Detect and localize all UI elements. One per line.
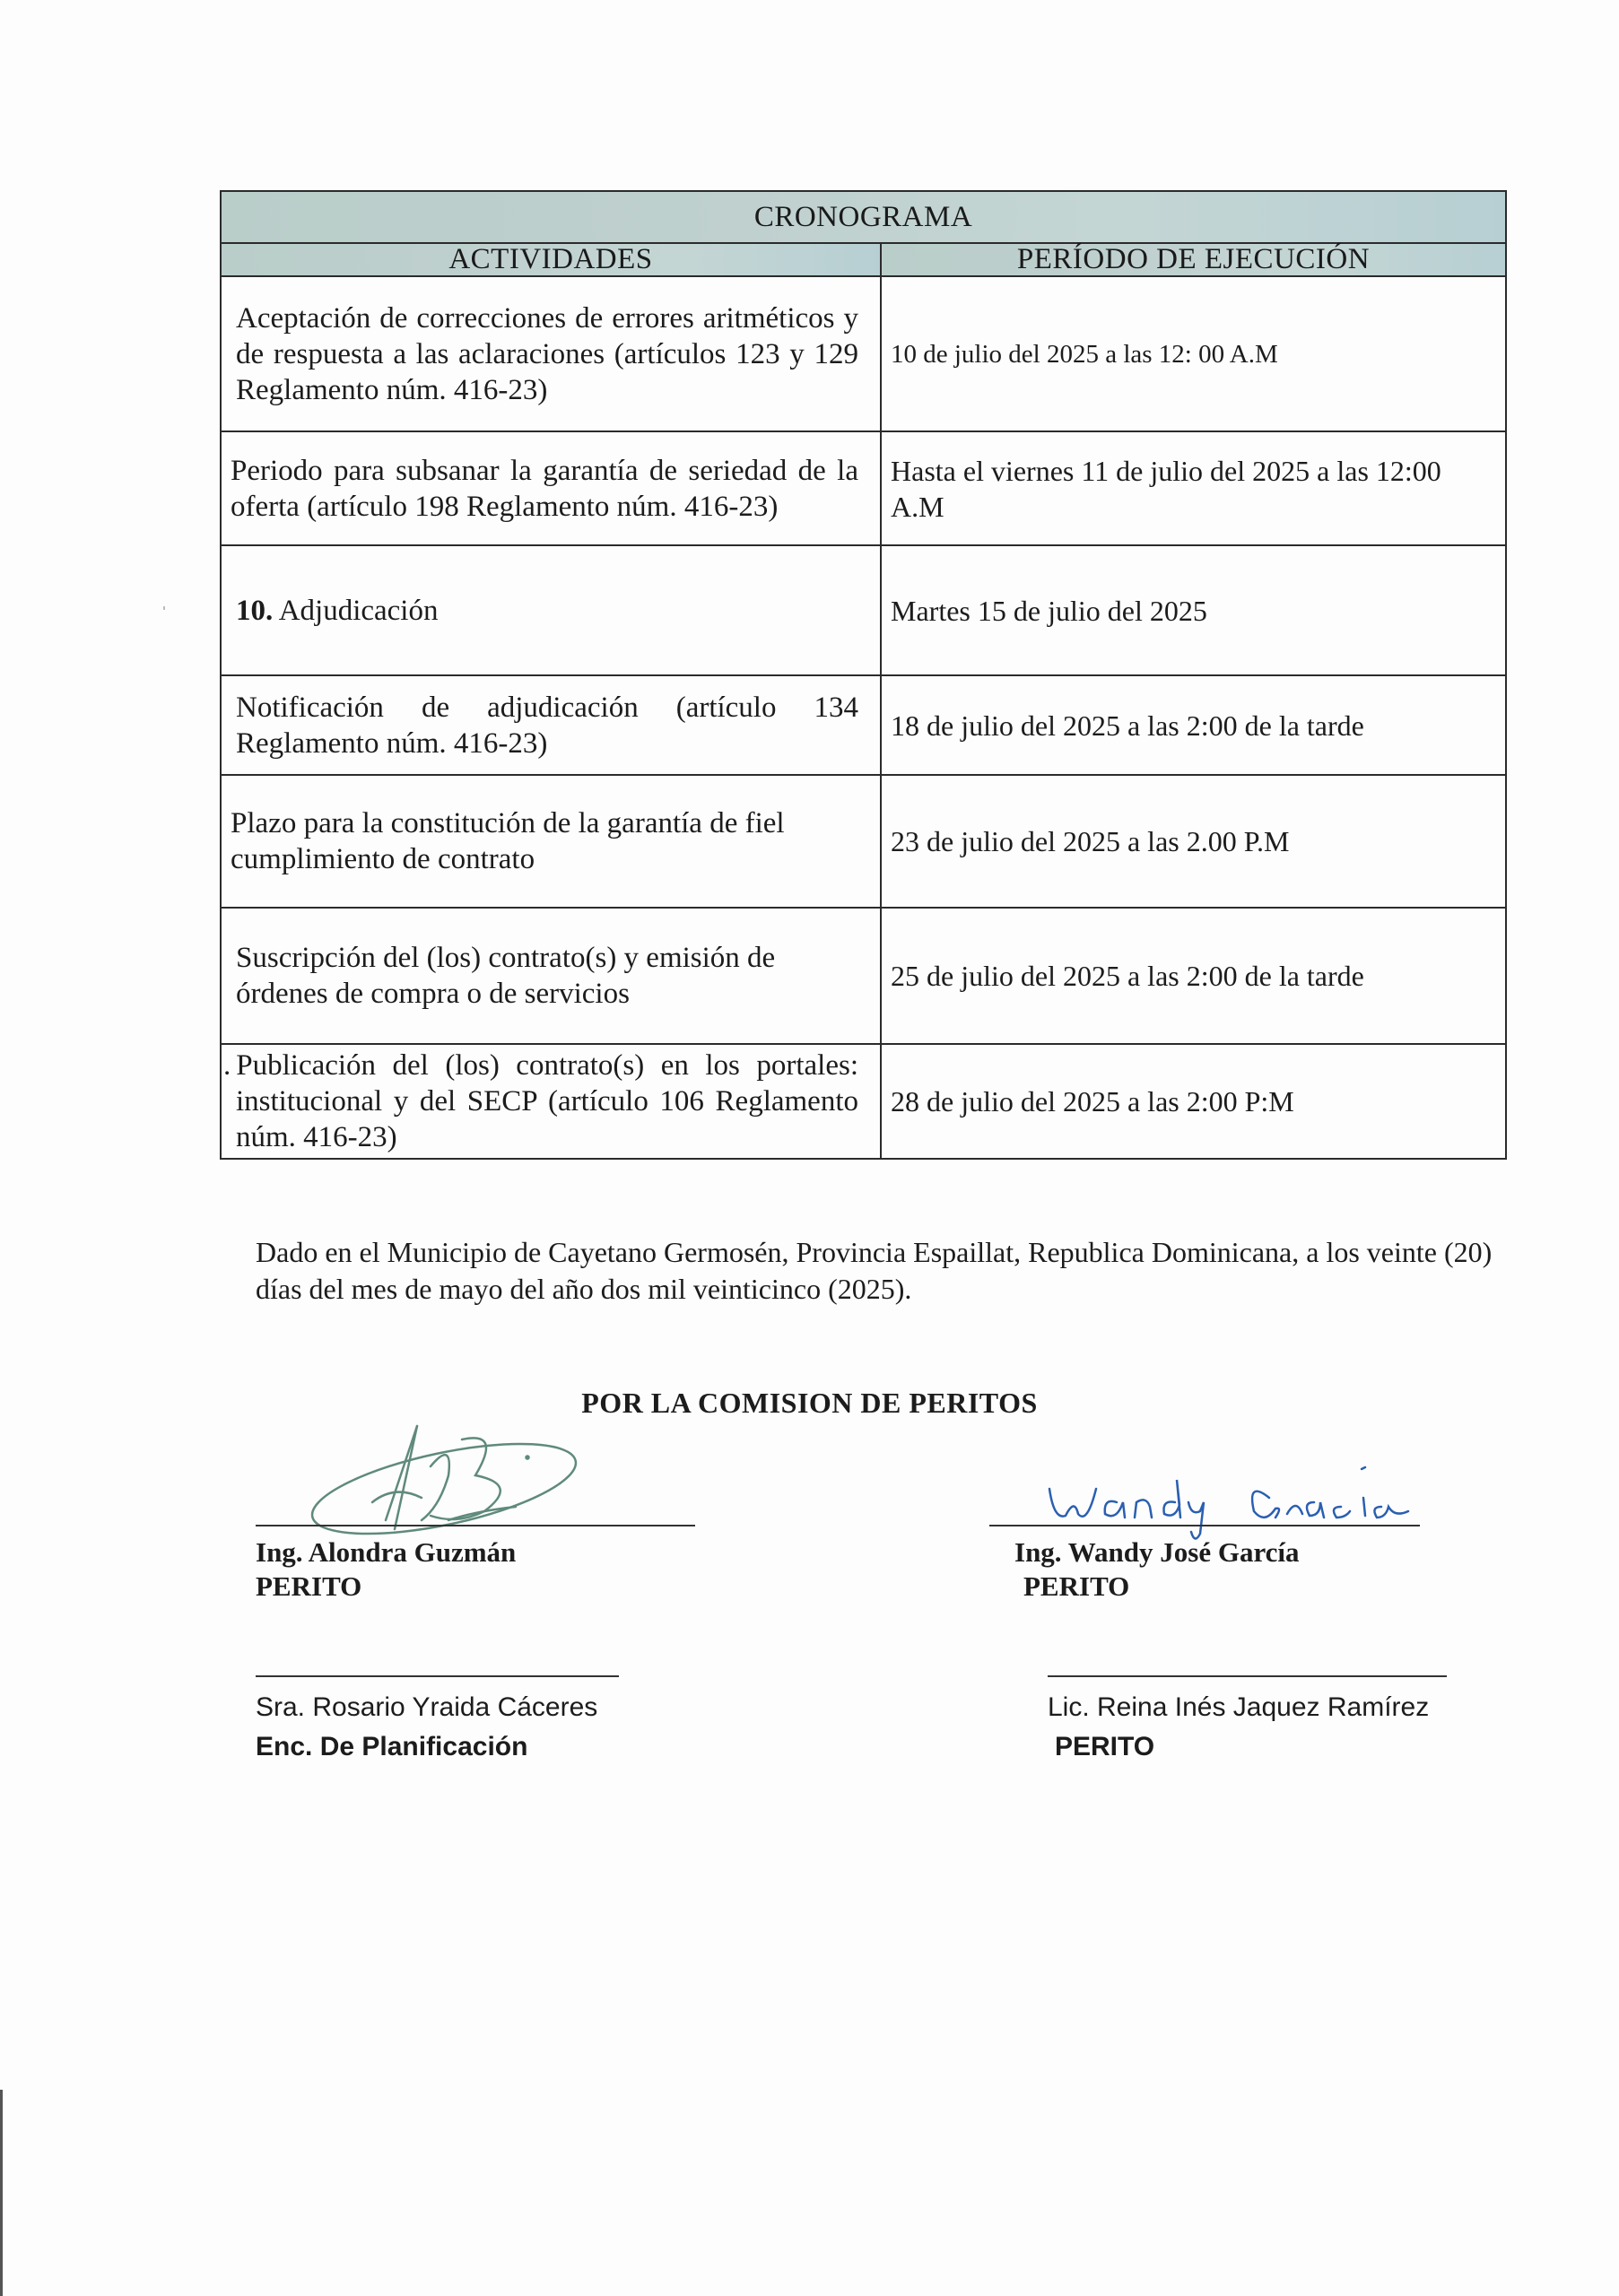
cronograma-table xyxy=(220,190,1507,1160)
table-row xyxy=(221,545,1506,675)
signatory-block xyxy=(256,1675,619,1767)
activity-text: Publicación del (los) contrato(s) en los portales: institucional y del SECP (artículo 106 Reglamento núm. 416-23) xyxy=(236,1049,858,1153)
period-cell: Martes 15 de julio del 2025 xyxy=(881,545,1506,675)
table-row xyxy=(221,276,1506,431)
activity-cell: Periodo para subsanar la garantía de seriedad de la oferta (artículo 198 Reglamento núm. 416-23) xyxy=(221,431,881,545)
scan-edge-shadow xyxy=(0,2090,3,2296)
signature-line xyxy=(1048,1675,1447,1677)
table-row xyxy=(221,908,1506,1044)
signatory-block xyxy=(1048,1675,1447,1767)
signature-line xyxy=(256,1525,695,1526)
table-row xyxy=(221,775,1506,908)
signatory-role: PERITO xyxy=(1055,1732,1155,1761)
activity-text: Adjudicación xyxy=(278,594,439,627)
scan-speck xyxy=(163,606,165,610)
signatory-role: Enc. De Planificación xyxy=(256,1732,528,1761)
period-cell: 23 de julio del 2025 a las 2.00 P.M xyxy=(881,775,1506,908)
signatory-role: PERITO xyxy=(256,1570,362,1602)
signature-line xyxy=(989,1525,1420,1526)
committee-heading: POR LA COMISION DE PERITOS xyxy=(581,1387,1038,1419)
activity-cell: Plazo para la constitución de la garantía de fiel cumplimiento de contrato xyxy=(221,775,881,908)
activity-cell: Suscripción del (los) contrato(s) y emisión de órdenes de compra o de servicios xyxy=(221,908,881,1044)
table-row xyxy=(221,675,1506,775)
table-row xyxy=(221,1044,1506,1159)
activity-number: 10. xyxy=(236,594,274,627)
signatory-name: Ing. Wandy José García xyxy=(1014,1536,1300,1568)
period-cell: 10 de julio del 2025 a las 12: 00 A.M xyxy=(881,276,1506,431)
table-row xyxy=(221,431,1506,545)
activity-cell xyxy=(221,545,881,675)
signatory-block xyxy=(989,1525,1420,1604)
closing-paragraph: Dado en el Municipio de Cayetano Germosén, Provincia Espaillat, Republica Dominicana, a los veinte (20) días del mes de mayo del año dos mil veinticinco (2025). xyxy=(256,1236,1493,1305)
period-cell: Hasta el viernes 11 de julio del 2025 a las 12:00 A.M xyxy=(881,431,1506,545)
table-title: CRONOGRAMA xyxy=(221,191,1506,243)
period-cell: 28 de julio del 2025 a las 2:00 P:M xyxy=(881,1044,1506,1159)
activity-prefix: . xyxy=(223,1049,231,1082)
signatory-name: Sra. Rosario Yraida Cáceres xyxy=(256,1692,598,1722)
signature-line xyxy=(256,1675,619,1677)
activity-cell: Notificación de adjudicación (artículo 134 Reglamento núm. 416-23) xyxy=(221,675,881,775)
signatory-block xyxy=(256,1525,695,1604)
activity-cell xyxy=(221,1044,881,1159)
period-cell: 25 de julio del 2025 a las 2:00 de la tarde xyxy=(881,908,1506,1044)
signatory-role: PERITO xyxy=(1023,1570,1130,1602)
column-header-period: PERÍODO DE EJECUCIÓN xyxy=(881,243,1506,276)
period-cell: 18 de julio del 2025 a las 2:00 de la tarde xyxy=(881,675,1506,775)
activity-cell: Aceptación de correcciones de errores aritméticos y de respuesta a las aclaraciones (artículos 123 y 129 Reglamento núm. 416-23) xyxy=(221,276,881,431)
signatory-name: Ing. Alondra Guzmán xyxy=(256,1536,517,1568)
column-header-activities: ACTIVIDADES xyxy=(221,243,881,276)
signatory-name: Lic. Reina Inés Jaquez Ramírez xyxy=(1048,1692,1430,1722)
